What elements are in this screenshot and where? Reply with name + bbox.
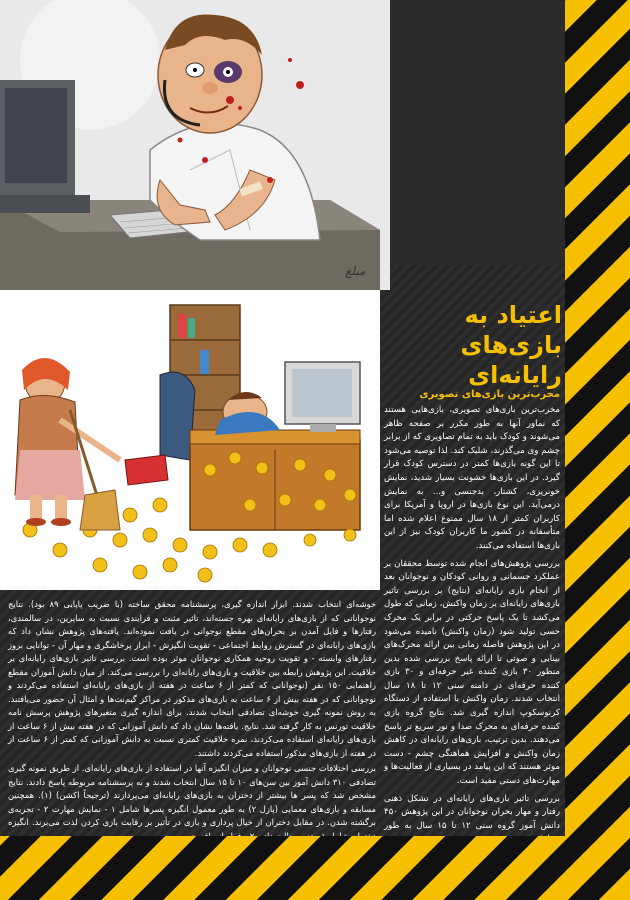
paragraph: مخرب‌ترین بازی‌های تصویری، بازی‌هایی هستند که نماور آنها به طور مکرر بر صفحه ظاهر می‌شوند و کودک باید به تمام تصاویری که از برابر چشم وی می‌گذرند، شلیک کند. لذا توصیه می‌شود تا این گونه بازی‌ها کمتر در دسترس کودک قرار گیرد. در این بازی‌ها خشونت بسیار شدید، نمایش خونریزی، کشتار، بدجنسی و... به نمایش درمی‌آید. این نوع بازی‌ها در اروپا و آمریکا برای کاربران کمتر از ۱۸ سال ممنوع اعلام شده اما متأسفانه در کشور ما کاربران کودک نیز از این بازی‌ها استفاده می‌کنند.	[384, 405, 560, 551]
middle-illustration	[0, 290, 380, 590]
hazard-stripes-right	[565, 0, 630, 900]
hazard-stripes-bottom	[0, 836, 630, 900]
artist-signature: مبلغ	[345, 264, 366, 278]
paragraph: بررسی تاثیر بازی‌های رایانه‌ای در تشکل ذهنی رفتار و مهار بحران نوجوانان در این پژوهش ۴۵۰ دانش آموز گروه سنی ۱۲ تا ۱۵ سال به طور	[384, 793, 561, 831]
headline-line-1: اعتیاد به	[464, 301, 562, 329]
article-subhead: مخرب‌ترین بازی‌های تصویری	[419, 389, 560, 400]
paragraph: خوشه‌ای انتخاب شدند. ابزار اندازه گیری، پرسشنامه محقق ساخته (با ضریب پایایی ۸۹ بود). نتایج نوجوانانی که از بازی‌های رایانه‌ای بهره جسته‌اند، تاثیر مثبت و فرایندی نسبت به سایرین، در سالمندی، رفتارها و فایل آمدن بر بحران‌های مقطع نوجوانی در یافت نموده‌اند. یافته‌های پژوهش نشان داد که بازی‌های رایانه‌ای در گسترش روابط اجتماعی - تقویت انگیزش - ابراز پرخاشگری و مهار آن - توانایی بروز رفتارهای وابسته - و تقویت روحیه همکاری نوجوانان موثر بوده است. بررسی تاثیر بازی‌های رایانه‌ای بر خلاقیت. این پژوهش رابطه بین خلاقیت و بازی‌های رایانه‌ای را بررسی می‌کند. از میان دانش آموزان مقطع راهنمایی ۱۵۰ نفر (نوجوانانی که کمتر از ۶ ساعت در هفته از بازی‌های رایانه‌ای استفاده می‌کردند و نوجوانانی که در هفته بیش از ۶ ساعت به بازی‌های مذکور در مراکز گیم‌نت‌ها و امثال آن حضور می‌یافتند. به روش نمونه گیری خوشه‌ای تصادفی انتخاب شدند. برای اندازه گیری متغیرهای پژوهش پرسش نامه خلاقیت تورنس به کار گرفته شد. نتایج. یافته‌ها نشان داد که دانش آموزانی که در هفته بیش از ۶ ساعت از بازی‌های رایانه‌ای استفاده می‌کردند، نمره خلاقیت کمتری نسبت به دانش آموزانی که کمتر از ۶ ساعت از در هفته از بازی‌های مذکور استفاده می‌کردند داشتند.	[8, 599, 376, 758]
article-headline	[392, 300, 562, 390]
article-column-left	[8, 598, 376, 845]
paragraph: بررسی اختلافات جنسی نوجوانان و میزان انگیزه آنها در استفاده از بازی‌های رایانه‌ای. از طریق نمونه گیری تصادفی ۳۱۰ دانش آموز بین سن‌های ۱۰ تا ۱۵ سال انتخاب شدند و به پرسشنامه مربوطه پاسخ دادند. نتایج مشخص شد که پسر ها بیشتر از دختران به بازی‌های رایانه‌ای می‌پردازند (ترجیحاً اکشن) (۱). همچنین مسابقه و بازی‌های معمایی (پازل ۲) به طور معمول انگیزه پسرها شامل ۱ - نمایش مهارت ۲ - تجربه‌ی برگشته شدن. در مقابل دختران از خیال پردازی و بازی در تأثیر بر رقابت بازی کردن لذت می‌برند. انگیزه	[8, 763, 377, 827]
article-column-right	[384, 404, 560, 851]
paragraph: بررسی پژوهش‌های انجام شده توسط محققان بر عملکرد جسمانی و روانی کودکان و نوجوانان بعد از انجام بازی رایانه‌ای (نتایج) بر بررسی تاثیر بازی‌های رایانه‌ای بر زمان واکنش، زمانی که طول می‌کشد تا یک پاسخ حرکتی در برابر یک محرک حسی تولید شود (زمان واکنش) نامیده می‌شود در این پژوهش فاصله زمانی بین ارائه محرک‌های بینایی و صوتی تا ارائه پاسخ بررسی شده بدین منظور ۳۰ بازی کننده غیر حرفه‌ای و ۳۰ بازی کننده حرفه‌ای در دامنه سنی ۱۲ تا ۱۸ سال انتخاب شدند. زمان واکنش با استفاده از دستگاه کرنوسکوپ اندازه گیری شد. نتایج گروه بازی کننده حرفه‌ای به محرک صدا و نور سریع تر پاسخ می‌دهند. بدین ترتیب، بازی‌های رایانه‌ای در کاهش زمان واکنش و افزایش هماهنگی چشم - دست موثر هستند که این پیامد در بسیاری از فعالیت‌ها و مهارت‌های دستی مفید است.	[384, 558, 560, 787]
top-illustration	[0, 0, 390, 290]
headline-line-2: بازی‌های رایانه‌ای	[460, 331, 562, 389]
